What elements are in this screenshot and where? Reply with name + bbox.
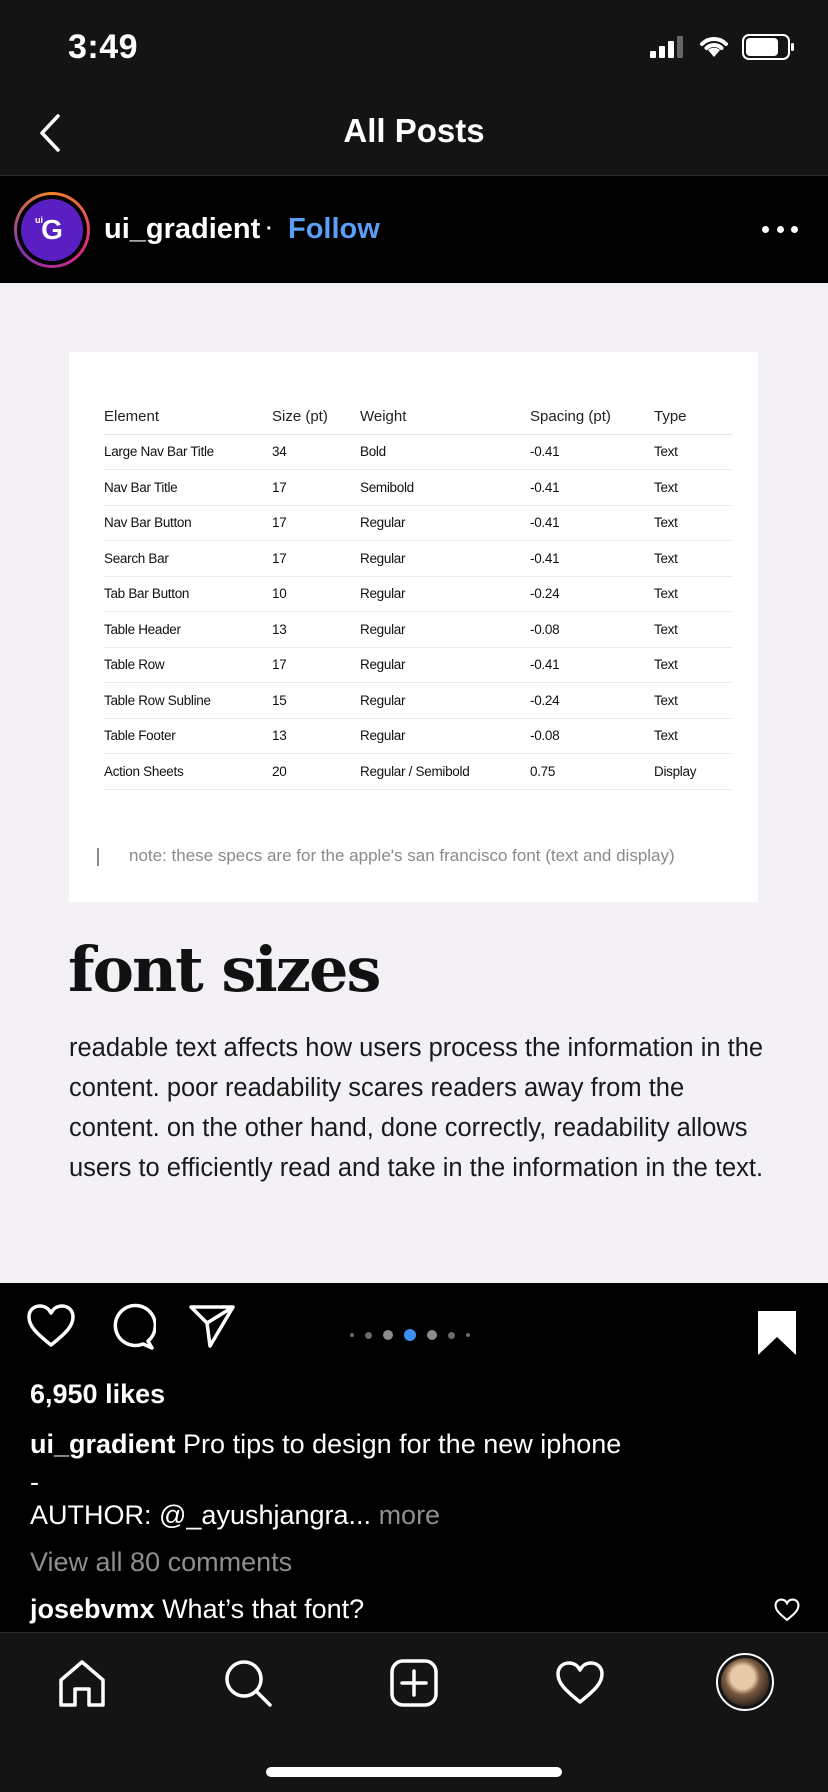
post-image[interactable] bbox=[0, 283, 828, 1283]
table-cell: Table Row Subline bbox=[104, 683, 272, 719]
table-cell: Regular bbox=[360, 576, 530, 612]
table-cell: Semibold bbox=[360, 470, 530, 506]
more-options-button[interactable] bbox=[762, 217, 798, 241]
carousel-pager bbox=[350, 1329, 470, 1341]
table-cell: 0.75 bbox=[530, 754, 654, 790]
table-cell: Large Nav Bar Title bbox=[104, 434, 272, 470]
table-cell: Text bbox=[654, 470, 732, 506]
column-header: Type bbox=[654, 400, 732, 434]
table-row bbox=[104, 647, 732, 683]
spec-table bbox=[104, 400, 732, 790]
tab-search[interactable] bbox=[218, 1653, 278, 1713]
table-cell: Regular / Semibold bbox=[360, 754, 530, 790]
spec-card bbox=[69, 352, 758, 902]
pager-dot bbox=[365, 1332, 372, 1339]
comment-item bbox=[30, 1594, 364, 1625]
table-cell: Text bbox=[654, 718, 732, 754]
home-icon bbox=[57, 1658, 107, 1708]
table-cell: Search Bar bbox=[104, 541, 272, 577]
table-cell: 17 bbox=[272, 647, 360, 683]
table-cell: Regular bbox=[360, 718, 530, 754]
table-cell: -0.24 bbox=[530, 576, 654, 612]
pager-dot bbox=[383, 1330, 393, 1340]
table-cell: Nav Bar Title bbox=[104, 470, 272, 506]
table-cell: 34 bbox=[272, 434, 360, 470]
table-cell: Text bbox=[654, 505, 732, 541]
comment-text: What’s that font? bbox=[162, 1594, 365, 1624]
table-cell: Text bbox=[654, 683, 732, 719]
new-post-icon bbox=[389, 1658, 439, 1708]
table-row bbox=[104, 434, 732, 470]
table-cell: 10 bbox=[272, 576, 360, 612]
more-link[interactable]: more bbox=[378, 1500, 441, 1530]
pager-dot bbox=[448, 1332, 455, 1339]
table-cell: Nav Bar Button bbox=[104, 505, 272, 541]
pager-dot bbox=[350, 1333, 354, 1337]
activity-icon bbox=[555, 1660, 605, 1706]
table-row bbox=[104, 718, 732, 754]
table-cell: Regular bbox=[360, 612, 530, 648]
signal-icon bbox=[650, 36, 686, 58]
heart-icon[interactable] bbox=[26, 1303, 76, 1349]
dot-icon bbox=[762, 226, 769, 233]
table-cell: Table Footer bbox=[104, 718, 272, 754]
table-cell: 17 bbox=[272, 470, 360, 506]
table-cell: Text bbox=[654, 647, 732, 683]
caption-line: - bbox=[30, 1467, 39, 1497]
slide-title: font sizes bbox=[68, 933, 380, 1006]
table-cell: -0.41 bbox=[530, 541, 654, 577]
table-cell: Table Row bbox=[104, 647, 272, 683]
column-header: Element bbox=[104, 400, 272, 434]
table-cell: Action Sheets bbox=[104, 754, 272, 790]
table-cell: 13 bbox=[272, 612, 360, 648]
post-actions bbox=[0, 1283, 828, 1383]
comment-like-icon[interactable] bbox=[774, 1598, 800, 1622]
post-header bbox=[0, 177, 828, 283]
table-header-row bbox=[104, 400, 732, 434]
status-icons bbox=[650, 34, 796, 60]
table-row bbox=[104, 470, 732, 506]
note-divider bbox=[97, 848, 99, 866]
avatar[interactable] bbox=[14, 192, 90, 268]
slide-body: readable text affects how users process the information in the content. poor readability scares readers away from the content. on the other hand, done correctly, readability allows users to efficiently read and take in the information in the text. bbox=[69, 1034, 764, 1182]
table-cell: Table Header bbox=[104, 612, 272, 648]
spec-note: note: these specs are for the apple's san francisco font (text and display) bbox=[129, 846, 675, 865]
table-row bbox=[104, 754, 732, 790]
column-header: Size (pt) bbox=[272, 400, 360, 434]
table-cell: -0.41 bbox=[530, 505, 654, 541]
table-cell: Text bbox=[654, 576, 732, 612]
caption-author bbox=[30, 1500, 440, 1531]
table-cell: Regular bbox=[360, 647, 530, 683]
table-row bbox=[104, 576, 732, 612]
table-cell: Text bbox=[654, 434, 732, 470]
table-cell: -0.41 bbox=[530, 647, 654, 683]
table-cell: 20 bbox=[272, 754, 360, 790]
profile-avatar bbox=[721, 1658, 769, 1706]
page-title: All Posts bbox=[343, 112, 485, 149]
caption-text: Pro tips to design for the new iphone bbox=[183, 1429, 622, 1459]
table-row bbox=[104, 505, 732, 541]
like-count[interactable]: 6,950 likes bbox=[30, 1379, 166, 1409]
comment-username[interactable]: josebvmx bbox=[30, 1594, 155, 1624]
author-label: AUTHOR bbox=[30, 1500, 144, 1530]
table-cell: -0.41 bbox=[530, 434, 654, 470]
pager-dot bbox=[466, 1333, 470, 1337]
column-header: Spacing (pt) bbox=[530, 400, 654, 434]
ui-gradient-logo: ui G bbox=[21, 199, 83, 261]
table-cell: Regular bbox=[360, 683, 530, 719]
caption bbox=[30, 1425, 790, 1501]
tab-profile[interactable] bbox=[716, 1653, 774, 1711]
table-cell: 17 bbox=[272, 505, 360, 541]
pager-dot bbox=[427, 1330, 437, 1340]
status-bar bbox=[0, 0, 828, 100]
table-cell: Regular bbox=[360, 505, 530, 541]
column-header: Weight bbox=[360, 400, 530, 434]
post-username[interactable]: ui_gradient bbox=[104, 213, 261, 245]
table-cell: -0.24 bbox=[530, 683, 654, 719]
battery-icon bbox=[742, 34, 796, 60]
table-cell: Text bbox=[654, 541, 732, 577]
table-cell: -0.41 bbox=[530, 470, 654, 506]
author-value: : @_ayushjangra... bbox=[144, 1500, 372, 1530]
nav-bar bbox=[0, 100, 828, 176]
table-cell: 13 bbox=[272, 718, 360, 754]
search-icon bbox=[223, 1658, 273, 1708]
table-cell: -0.08 bbox=[530, 612, 654, 648]
share-icon[interactable] bbox=[188, 1303, 236, 1349]
tab-new-post[interactable] bbox=[384, 1653, 444, 1713]
table-cell: Tab Bar Button bbox=[104, 576, 272, 612]
table-cell: -0.08 bbox=[530, 718, 654, 754]
follow-button[interactable]: Follow bbox=[288, 213, 380, 245]
bookmark-icon[interactable] bbox=[756, 1309, 798, 1357]
table-row bbox=[104, 683, 732, 719]
table-cell: Regular bbox=[360, 541, 530, 577]
wifi-icon bbox=[698, 35, 730, 59]
table-cell: Bold bbox=[360, 434, 530, 470]
pager-dot-active bbox=[404, 1329, 416, 1341]
dot-icon bbox=[791, 226, 798, 233]
comment-icon[interactable] bbox=[108, 1303, 156, 1351]
tab-activity[interactable] bbox=[550, 1653, 610, 1713]
dot-icon bbox=[777, 226, 784, 233]
table-row bbox=[104, 541, 732, 577]
table-cell: Text bbox=[654, 612, 732, 648]
status-time: 3:49 bbox=[68, 28, 139, 66]
separator: · bbox=[264, 211, 274, 243]
caption-username[interactable]: ui_gradient bbox=[30, 1429, 176, 1459]
table-cell: Display bbox=[654, 754, 732, 790]
table-row bbox=[104, 612, 732, 648]
home-indicator[interactable] bbox=[266, 1767, 562, 1777]
tab-home[interactable] bbox=[52, 1653, 112, 1713]
table-cell: 17 bbox=[272, 541, 360, 577]
view-all-comments-link[interactable]: View all 80 comments bbox=[30, 1547, 293, 1577]
table-cell: 15 bbox=[272, 683, 360, 719]
